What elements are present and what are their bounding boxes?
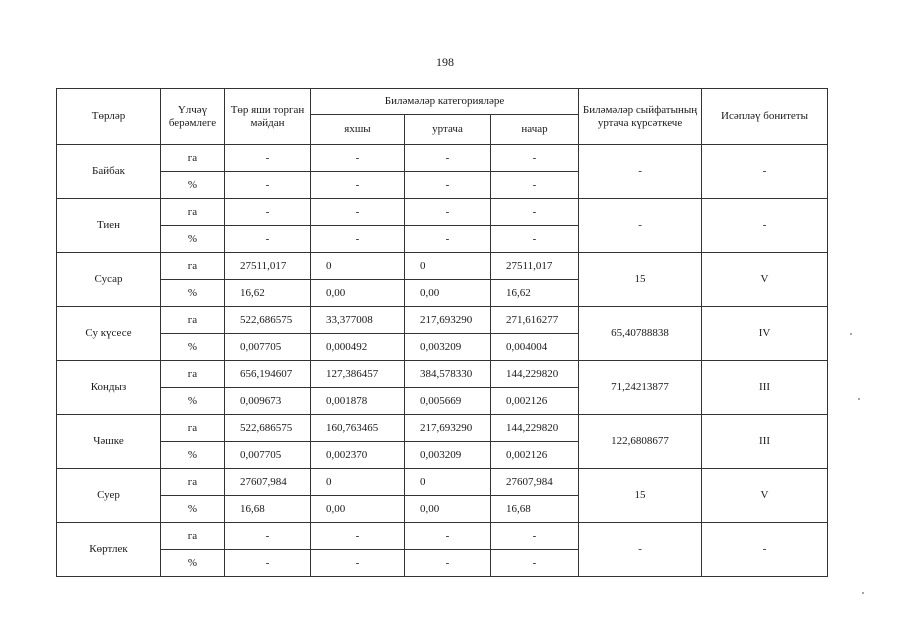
good-cell: - — [311, 145, 405, 172]
poor-cell: 27607,984 — [491, 469, 579, 496]
species-land-quality-table — [56, 88, 828, 577]
area-cell: 16,68 — [225, 496, 311, 523]
unit-cell: га — [161, 361, 225, 388]
species-cell: Көртлек — [57, 523, 161, 577]
poor-cell: 0,004004 — [491, 334, 579, 361]
average-cell: 0,005669 — [405, 388, 491, 415]
good-cell: 0,00 — [311, 496, 405, 523]
area-cell: 0,007705 — [225, 442, 311, 469]
quality-cell: 65,40788838 — [579, 307, 702, 361]
unit-cell: % — [161, 280, 225, 307]
bonitet-cell: IV — [702, 307, 828, 361]
species-cell: Чәшке — [57, 415, 161, 469]
table-row — [57, 253, 828, 280]
area-cell: 656,194607 — [225, 361, 311, 388]
poor-cell: - — [491, 226, 579, 253]
good-cell: - — [311, 550, 405, 577]
quality-cell: - — [579, 523, 702, 577]
table-row — [57, 361, 828, 388]
quality-cell: 71,24213877 — [579, 361, 702, 415]
average-cell: - — [405, 199, 491, 226]
poor-cell: - — [491, 172, 579, 199]
species-cell: Су күсесе — [57, 307, 161, 361]
unit-cell: га — [161, 145, 225, 172]
poor-cell: 0,002126 — [491, 442, 579, 469]
table-row — [57, 199, 828, 226]
area-cell: - — [225, 172, 311, 199]
table-row — [57, 469, 828, 496]
unit-cell: га — [161, 523, 225, 550]
area-cell: 522,686575 — [225, 307, 311, 334]
area-cell: 16,62 — [225, 280, 311, 307]
header-unit: Үлчәү берәмлеге — [161, 89, 225, 145]
header-average: уртача — [405, 115, 491, 145]
average-cell: - — [405, 523, 491, 550]
average-cell: - — [405, 226, 491, 253]
good-cell: 127,386457 — [311, 361, 405, 388]
species-cell: Сусар — [57, 253, 161, 307]
unit-cell: % — [161, 550, 225, 577]
species-cell: Тиен — [57, 199, 161, 253]
bonitet-cell: III — [702, 415, 828, 469]
area-cell: - — [225, 523, 311, 550]
unit-cell: га — [161, 469, 225, 496]
quality-cell: - — [579, 145, 702, 199]
table-row — [57, 307, 828, 334]
good-cell: 33,377008 — [311, 307, 405, 334]
unit-cell: га — [161, 199, 225, 226]
average-cell: 0 — [405, 253, 491, 280]
header-good: яхшы — [311, 115, 405, 145]
area-cell: 0,007705 — [225, 334, 311, 361]
header-species: Төрләр — [57, 89, 161, 145]
unit-cell: % — [161, 226, 225, 253]
table-row — [57, 415, 828, 442]
header-poor: начар — [491, 115, 579, 145]
area-cell: - — [225, 550, 311, 577]
poor-cell: - — [491, 199, 579, 226]
average-cell: - — [405, 145, 491, 172]
quality-cell: 122,6808677 — [579, 415, 702, 469]
area-cell: 27607,984 — [225, 469, 311, 496]
good-cell: - — [311, 172, 405, 199]
average-cell: 0,003209 — [405, 442, 491, 469]
good-cell: 160,763465 — [311, 415, 405, 442]
good-cell: 0,00 — [311, 280, 405, 307]
good-cell: 0,000492 — [311, 334, 405, 361]
scan-speck — [850, 333, 852, 335]
bonitet-cell: III — [702, 361, 828, 415]
bonitet-cell: V — [702, 469, 828, 523]
good-cell: 0 — [311, 469, 405, 496]
average-cell: 0,003209 — [405, 334, 491, 361]
unit-cell: % — [161, 442, 225, 469]
average-cell: 0,00 — [405, 280, 491, 307]
bonitet-cell: - — [702, 145, 828, 199]
scan-speck — [858, 398, 860, 400]
species-cell: Байбак — [57, 145, 161, 199]
species-cell: Суер — [57, 469, 161, 523]
average-cell: 384,578330 — [405, 361, 491, 388]
good-cell: 0 — [311, 253, 405, 280]
average-cell: - — [405, 172, 491, 199]
good-cell: - — [311, 226, 405, 253]
unit-cell: % — [161, 334, 225, 361]
table-row — [57, 145, 828, 172]
good-cell: 0,001878 — [311, 388, 405, 415]
good-cell: - — [311, 199, 405, 226]
area-cell: 0,009673 — [225, 388, 311, 415]
header-land-categories: Биләмәләр категорияләре — [311, 89, 579, 115]
area-cell: - — [225, 199, 311, 226]
average-cell: - — [405, 550, 491, 577]
average-cell: 217,693290 — [405, 415, 491, 442]
area-cell: 27511,017 — [225, 253, 311, 280]
unit-cell: % — [161, 496, 225, 523]
poor-cell: 144,229820 — [491, 415, 579, 442]
poor-cell: 0,002126 — [491, 388, 579, 415]
poor-cell: 271,616277 — [491, 307, 579, 334]
page-number: 198 — [436, 55, 454, 69]
quality-cell: 15 — [579, 253, 702, 307]
bonitet-cell: V — [702, 253, 828, 307]
poor-cell: 144,229820 — [491, 361, 579, 388]
bonitet-cell: - — [702, 199, 828, 253]
unit-cell: га — [161, 307, 225, 334]
poor-cell: 16,62 — [491, 280, 579, 307]
table-row — [57, 523, 828, 550]
average-cell: 0 — [405, 469, 491, 496]
area-cell: - — [225, 145, 311, 172]
unit-cell: га — [161, 253, 225, 280]
poor-cell: - — [491, 145, 579, 172]
header-habitat-area: Төр яши торган мәйдан — [225, 89, 311, 145]
area-cell: - — [225, 226, 311, 253]
header-avg-quality: Биләмәләр сыйфатының уртача күрсәткече — [579, 89, 702, 145]
header-bonitet: Исәпләү бонитеты — [702, 89, 828, 145]
good-cell: 0,002370 — [311, 442, 405, 469]
unit-cell: % — [161, 388, 225, 415]
unit-cell: % — [161, 172, 225, 199]
average-cell: 217,693290 — [405, 307, 491, 334]
poor-cell: - — [491, 550, 579, 577]
scan-speck — [862, 592, 864, 594]
quality-cell: 15 — [579, 469, 702, 523]
poor-cell: 16,68 — [491, 496, 579, 523]
species-cell: Кондыз — [57, 361, 161, 415]
bonitet-cell: - — [702, 523, 828, 577]
poor-cell: - — [491, 523, 579, 550]
poor-cell: 27511,017 — [491, 253, 579, 280]
area-cell: 522,686575 — [225, 415, 311, 442]
quality-cell: - — [579, 199, 702, 253]
average-cell: 0,00 — [405, 496, 491, 523]
unit-cell: га — [161, 415, 225, 442]
good-cell: - — [311, 523, 405, 550]
